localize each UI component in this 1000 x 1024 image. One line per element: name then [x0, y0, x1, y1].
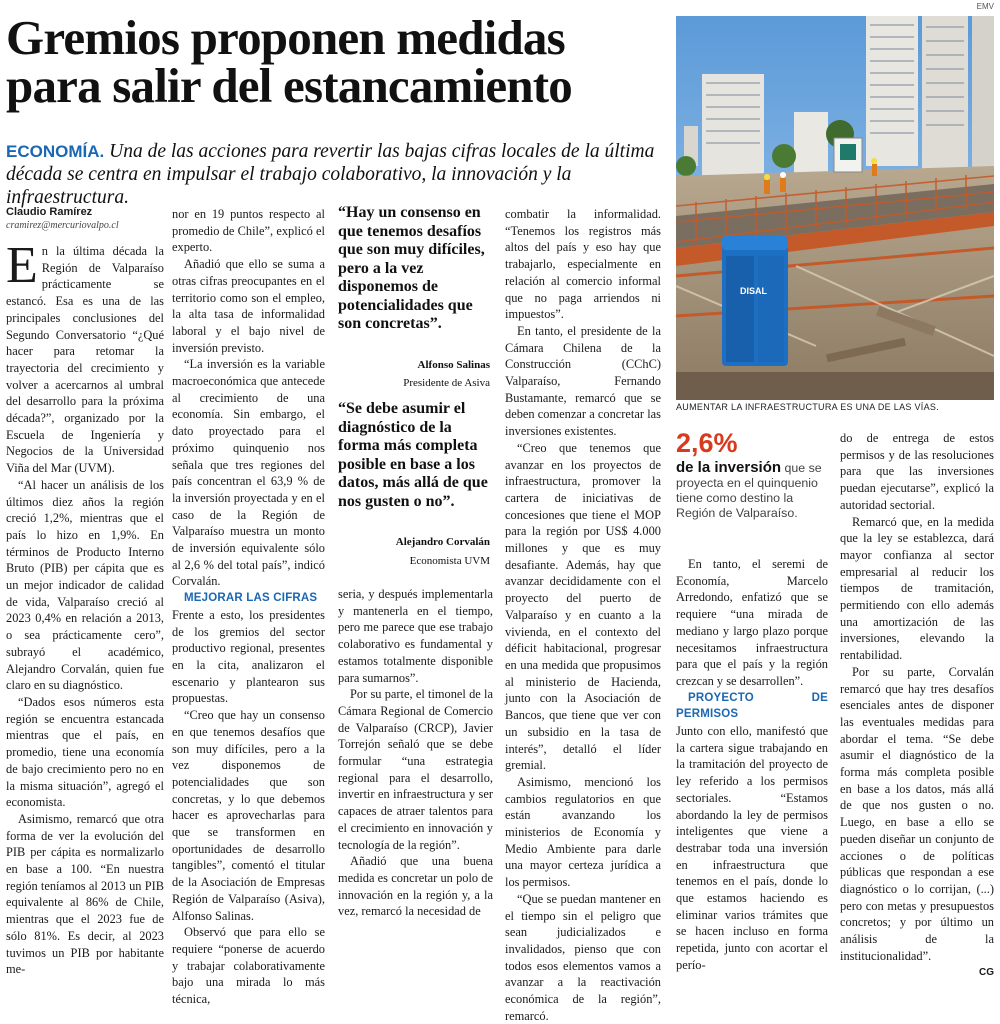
article-paragraph: “Que se puedan mantener en el tiempo sin el peligro que sean judicializados e invalidados, pienso que con todos esos elementos vamos a avanzar a la reactivación económica de la región”, remarcó.	[505, 891, 661, 1023]
pull-quote-text: “Se debe asumir el diagnóstico de la forma más completa posible en base a los datos, más allá de que nos gusten o no”.	[338, 400, 488, 510]
article-paragraph: nor en 19 puntos respecto al promedio de Chile”, explicó el experto.	[172, 207, 325, 255]
article-column-4	[505, 206, 661, 1024]
article-paragraph: Por su parte, el timonel de la Cámara Regional de Comercio de Valparaíso (CRCP), Javier Torrejón señaló que se debe formular “una estrategia regional para el desarrollo, invertir en infraestructura y ser capaces de atraer talentos para el crecimiento en innovación y tecnología de la región”.	[338, 687, 493, 852]
lead-paragraph	[6, 140, 666, 209]
article-paragraph: combatir la informalidad. “Tenemos los registros más altos del país y eso hay que trabajarlo, especialmente en relación al comercio informal que no paga arriendos ni impuestos”.	[505, 207, 661, 322]
stat-value: 2,6%	[676, 428, 738, 458]
author-email: cramirez@mercuriovalpo.cl	[6, 220, 119, 231]
article-column-1	[6, 237, 164, 978]
source-tag: EMV	[976, 2, 994, 11]
article-paragraph: Asimismo, remarcó que otra forma de ver la evolución del PIB per cápita es normalizarlo en base a 100. “En nuestra región teníamos al 2013 un PIB equivalente al 86% de Chile, mientras que el 2023 fue de sólo 81%. Es decir, al 2023 tuvimos un PIB por habitante me-	[6, 811, 164, 977]
byline	[6, 206, 166, 231]
headline: Gremios proponen medidas para salir del estancamiento	[6, 10, 573, 113]
article-paragraph: Añadió que una buena medida es concretar un polo de innovación en la región y, a la vez, remarcó la necesidad de	[338, 854, 493, 919]
article-paragraph: Asimismo, mencionó los cambios regulatorios en que están avanzando los ministerios de Economía y Medio Ambiente para darle una mayor certeza jurídica a los permisos.	[505, 774, 661, 890]
article-paragraph: Observó que para ello se requiere “ponerse de acuerdo y trabajar colaborativamente bajo una mirada lo más técnica,	[172, 925, 325, 1007]
pull-quote-text: “Hay un consenso en que tenemos desafíos que son muy difíciles, pero a la vez disponemos de potencialidades que son concretas”.	[338, 204, 485, 332]
article-paragraph: Añadió que ello se suma a otras cifras preocupantes en el territorio como son el empleo, la alta tasa de informalidad laboral y el bajo nivel de inversión previsto.	[172, 257, 325, 355]
subheading: MEJORAR LAS CIFRAS	[184, 592, 318, 605]
stat-box	[676, 428, 826, 521]
article-paragraph: seria, y después implementarla y mantenerla en el tiempo, pero me parece que ese trabajo colaborativo es fundamental y estamos totalmente disponible para sumarnos”.	[338, 587, 493, 685]
article-paragraph: “Al hacer un análisis de los últimos diez años la región creció 1,2%, mientras que el país lo hizo en 1,9%. En términos de Producto Interno Bruto (PIB) per cápita que es un mejor indicador de calidad de vida, Valparaíso creció al 2023 0,4% en relación a 2013, o sea prácticamente cero”, subrayó el académico, Alejandro Corvalán, quien fue claro en su diagnóstico.	[6, 477, 164, 693]
stat-description: de la inversión que se proyecta en el quinquenio tiene como destino la Región de Valparaíso.	[676, 459, 822, 520]
article-paragraph: Frente a esto, los presidentes de los gremios del sector productivo regional, presentes en la cita, analizaron el escenario y plantearon sus propuestas.	[172, 607, 325, 706]
photo-caption: AUMENTAR LA INFRAESTRUCTURA ES UNA DE LAS VÍAS.	[676, 402, 939, 412]
pull-quote-role: Presidente de Asiva	[403, 377, 490, 389]
article-paragraph: “Creo que hay un consenso en que tenemos desafíos que son muy difíciles, pero a la vez disponemos de potencialidades que son concretas, y lo que debemos hacer es aprovecharlas para que se transformen en oportunidades de desarrollo tangibles”, comentó el titular de la Asociación de Empresas Región de Valparaíso (Asiva), Alfonso Salinas.	[172, 708, 325, 923]
lead-text: Una de las acciones para revertir las bajas cifras locales de la última década se centra en impulsar el trabajo colaborativo, la innovación y la infraestructura.	[6, 141, 655, 208]
pull-quote-author: Alejandro Corvalán	[395, 536, 490, 548]
toilet-brand-label: DISAL	[740, 286, 767, 296]
article-paragraph: “Creo que tenemos que avanzar en los proyectos de infraestructura, promover la cartera de iniciativas de concesiones que tiene el MOP para la región por US$ 4.000 millones y que es muy desafiante. Además, hay que avanzar decididamente con el proyecto del puerto de Valparaíso y en cuanto a la vivienda, en el contexto del déficit habitacional, progresar en una medida que propusimos al ministerio de Hacienda, junto con la Asociación de Bancos, que tiene que ver con un subsidio en la tasa de interés”, detalló el líder gremial.	[505, 440, 661, 773]
article-column-5	[676, 556, 828, 974]
end-mark: CG	[979, 966, 994, 978]
drop-cap: E	[6, 237, 38, 294]
article-paragraph: do de entrega de estos permisos y de las resoluciones para que las inversiones puedan ejecutarse”, explicó la autoridad sectorial.	[840, 431, 994, 512]
article-paragraph: En la última década la Región de Valparaíso prácticamente se estancó. Esa es una de las principales conclusiones del Segundo Conversatorio “¿Qué hacer para retomar la trayectoria del crecimiento y volver a acercarnos al umbral del desarrollo para la próxima década?”, organizado por la Escuela de Ingeniería y Negocios de la Universidad Viña del Mar (UVM).	[6, 237, 164, 476]
pull-quote-role: Economista UVM	[409, 554, 490, 567]
pull-quote-author: Alfonso Salinas	[417, 358, 490, 371]
article-column-6	[840, 430, 994, 981]
article-paragraph: En tanto, el seremi de Economía, Marcelo Arredondo, enfatizó que se requiere “una mirada de mediano y largo plazo porque necesitamos infraestructura para que el país y la región crezcan y se desarrollen”.	[676, 557, 828, 688]
article-column-3	[338, 586, 493, 920]
article-paragraph: Por su parte, Corvalán remarcó que hay tres desafíos esenciales antes de disponer las eventuales medidas para abordar el tema. “Se debe asumir el diagnóstico de la forma más completa posible en base a los datos, más allá de que nos gusten o no. Luego, en base a ello se pueden diseñar un conjunto de acciones o de políticas públicas que respondan a ese diagnóstico o lo corrijan, (...) pero con metas y presupuestos concretos; y por último un análisis de la institucionalidad”.	[840, 664, 994, 963]
author-name: Claudio Ramírez	[6, 206, 93, 218]
photo-illustration	[676, 16, 994, 400]
pull-quote	[338, 204, 490, 393]
pull-quote	[338, 400, 490, 570]
article-column-2	[172, 206, 325, 1008]
section-kicker: ECONOMÍA.	[6, 142, 105, 161]
article-paragraph: Remarcó que, en la medida que la ley se establezca, dará mayor confianza al sector empresarial al reducir los tiempos de tramitación, permitiendo con ello además una amortización de las inversiones, elevando la rentabilidad.	[840, 514, 994, 663]
article-paragraph: “La inversión es la variable macroeconómica que antecede al crecimiento de una economía. Sin embargo, el dato proyectado para el próximo quinquenio nos señala que tres regiones del país concentran el 63,9 % de la inversión proyectada y en el caso de la Región de Valparaíso muestra un monto de inversión equivalente sólo al 2,6 % del total país”, indicó Corvalán.	[172, 357, 325, 589]
article-paragraph: “Dados esos números esta región se encuentra estancada mientras que el país, en promedio, tiene una economía de bajo crecimiento pero no en la misma situación”, agregó el economista.	[6, 694, 164, 810]
construction-photo	[676, 16, 994, 400]
article-paragraph: Junto con ello, manifestó que la cartera sigue trabajando en la tramitación del proyecto de ley referido a los permisos sectoriales. “Estamos abordando la ley de permisos inteligentes que viene a destrabar toda una inversión en infraestructura que tenemos en el país, donde lo que estamos haciendo es eliminar varios trámites que se hacen incluso en forma repetida, junto con acortar el perío-	[676, 724, 828, 972]
subheading: PROYECTO DE PERMISOS	[676, 691, 828, 721]
article-paragraph: En tanto, el presidente de la Cámara Chilena de la Construcción (CChC) Valparaíso, Fernando Bustamante, remarcó que se deben comenzar a concretar las inversiones existentes.	[505, 323, 661, 439]
